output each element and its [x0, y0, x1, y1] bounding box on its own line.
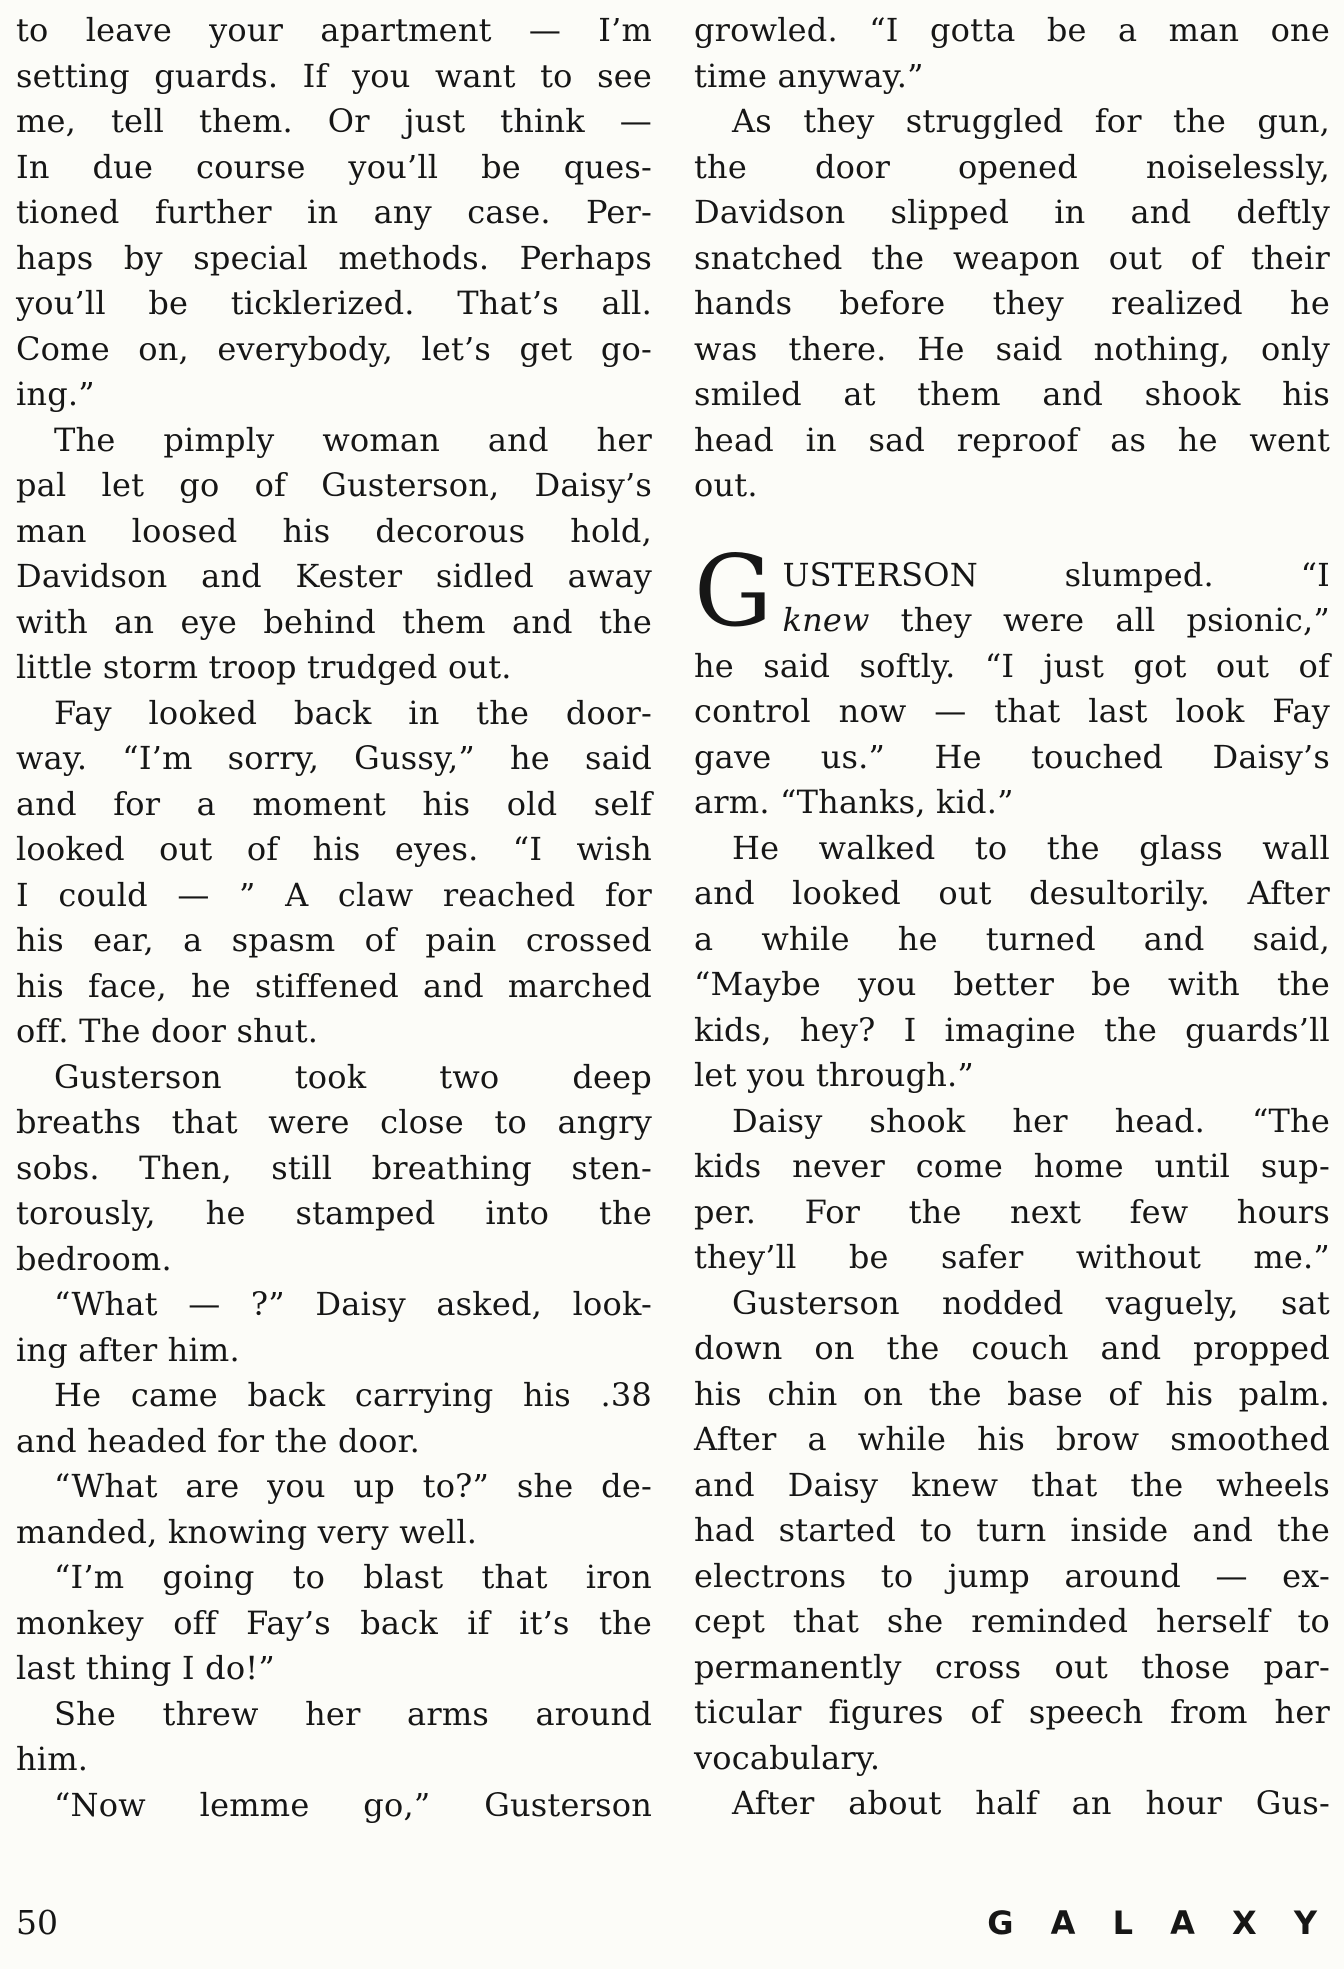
text-line: breaths that were close to angry	[16, 1103, 652, 1141]
text-columns	[16, 8, 1330, 1828]
text-line: Gusterson nodded vaguely, sat	[732, 1283, 1330, 1322]
text-line: was there. He said nothing, only	[694, 329, 1330, 368]
text-line: permanently cross out those par-	[694, 1647, 1330, 1686]
text-line: “I’m going to blast that iron	[54, 1558, 652, 1596]
text-line: vocabulary.	[694, 1738, 881, 1777]
text-line: “What — ?” Daisy asked, look-	[54, 1285, 652, 1323]
text-line: Fay looked back in the door-	[54, 693, 652, 732]
text-line: out.	[694, 466, 758, 504]
text-line: per. For the next few hours	[694, 1192, 1330, 1231]
text-line: “What are you up to?” she de-	[54, 1467, 652, 1505]
right-column	[694, 8, 1330, 1828]
paragraph	[694, 1781, 1330, 1827]
text-line: and for a moment his old self	[16, 784, 652, 823]
text-line: had started to turn inside and the	[694, 1511, 1330, 1549]
section-paragraph	[694, 534, 1330, 826]
text-line: Gusterson took two deep	[54, 1057, 652, 1096]
paragraph	[694, 1281, 1330, 1782]
paragraph	[16, 1692, 652, 1783]
text-line: torously, he stamped into the	[16, 1194, 652, 1232]
paragraph	[694, 826, 1330, 1099]
text-line: you’ll be ticklerized. That’s all.	[16, 284, 652, 322]
text-line: gave us.” He touched Daisy’s	[694, 737, 1330, 776]
text-line: monkey off Fay’s back if it’s the	[16, 1603, 652, 1642]
paragraph	[16, 1282, 652, 1373]
text-line: his face, he stiffened and marched	[16, 966, 652, 1005]
text-line: “Now lemme go,” Gusterson	[54, 1785, 652, 1824]
paragraph	[16, 1373, 652, 1464]
text-line: cept that she reminded herself to	[694, 1602, 1330, 1640]
text-line: and headed for the door.	[16, 1421, 420, 1460]
text-line: tioned further in any case. Per-	[16, 193, 652, 231]
text-line: setting guards. If you want to see	[16, 56, 652, 95]
text-line: haps by special methods. Perhaps	[16, 238, 652, 277]
text-line: pal let go of Gusterson, Daisy’s	[16, 466, 652, 504]
text-line: to leave your apartment — I’m	[16, 11, 652, 49]
page-number: 50	[16, 1903, 58, 1942]
text-line: “Maybe you better be with the	[694, 965, 1330, 1003]
text-line: they’ll be safer without me.”	[694, 1238, 1330, 1276]
text-line: She threw her arms around	[54, 1694, 652, 1733]
text-line: sobs. Then, still breathing sten-	[16, 1148, 652, 1187]
paragraph	[694, 99, 1330, 509]
text-line: He walked to the glass wall	[732, 828, 1330, 867]
text-line: off. The door shut.	[16, 1012, 319, 1050]
text-line: arm. “Thanks, kid.”	[694, 783, 1014, 821]
text-line: looked out of his eyes. “I wish	[16, 830, 652, 868]
text-line: his ear, a spasm of pain crossed	[16, 921, 652, 959]
text-line: last thing I do!”	[16, 1649, 275, 1687]
text-line: smiled at them and shook his	[694, 375, 1330, 413]
text-line: growled. “I gotta be a man one	[694, 11, 1330, 49]
paragraph	[16, 1783, 652, 1829]
text-line: I could — ” A claw reached for	[16, 875, 652, 914]
text-line: him.	[16, 1740, 89, 1778]
text-line: hands before they realized he	[694, 284, 1330, 322]
magazine-title: G A L A X Y	[987, 1904, 1330, 1942]
left-column	[16, 8, 652, 1828]
paragraph	[694, 1099, 1330, 1281]
text-line: man loosed his decorous hold,	[16, 511, 652, 550]
text-line: his chin on the base of his palm.	[694, 1374, 1330, 1413]
text-line	[694, 598, 1330, 644]
text-line: electrons to jump around — ex-	[694, 1556, 1330, 1595]
text-line: he said softly. “I just got out of	[694, 646, 1330, 685]
text-line: way. “I’m sorry, Gussy,” he said	[16, 739, 652, 777]
text-line: and Daisy knew that the wheels	[694, 1465, 1330, 1504]
text-line: The pimply woman and her	[54, 420, 652, 459]
text-line: snatched the weapon out of their	[694, 238, 1330, 277]
text-line: a while he turned and said,	[694, 919, 1330, 958]
text-line: In due course you’ll be ques-	[16, 147, 652, 186]
text-line: Daisy shook her head. “The	[732, 1101, 1330, 1140]
text-line: let you through.”	[694, 1056, 974, 1094]
text-line: kids never come home until sup-	[694, 1147, 1330, 1185]
paragraph	[16, 1555, 652, 1692]
text-line: Davidson slipped in and deftly	[694, 193, 1330, 231]
text-line: head in sad reproof as he went	[694, 420, 1330, 459]
text-line: and looked out desultorily. After	[694, 874, 1330, 912]
text-line: After a while his brow smoothed	[694, 1420, 1330, 1458]
text-line: USTERSON slumped. “I	[782, 555, 1330, 594]
paragraph	[16, 418, 652, 691]
text-line: kids, hey? I imagine the guards’ll	[694, 1010, 1330, 1049]
text-line: After about half an hour Gus-	[732, 1784, 1330, 1822]
text-line: As they struggled for the gun,	[732, 102, 1330, 140]
text-line: ing after him.	[16, 1330, 240, 1369]
text-line: He came back carrying his .38	[54, 1376, 652, 1414]
text-line: Davidson and Kester sidled away	[16, 557, 652, 595]
text-line: control now — that last look Fay	[694, 692, 1330, 730]
text-line: the door opened noiselessly,	[694, 147, 1330, 186]
italic-text: knew	[782, 601, 870, 639]
paragraph	[16, 691, 652, 1055]
text-line: with an eye behind them and the	[16, 602, 652, 641]
text-line: time anyway.”	[694, 56, 924, 95]
text-line: bedroom.	[16, 1239, 172, 1278]
paragraph	[694, 8, 1330, 99]
text-line: Come on, everybody, let’s get go-	[16, 329, 652, 368]
paragraph	[16, 1464, 652, 1555]
text-segment: they were all psionic,”	[869, 601, 1330, 639]
paragraph	[16, 8, 652, 418]
paragraph	[16, 1055, 652, 1283]
text-line: manded, knowing very well.	[16, 1512, 478, 1551]
text-line: little storm troop trudged out.	[16, 648, 512, 686]
drop-cap: G	[694, 534, 773, 649]
text-line: ticular figures of speech from her	[694, 1693, 1330, 1731]
text-line: ing.”	[16, 375, 95, 413]
text-line: me, tell them. Or just think —	[16, 102, 652, 140]
page-footer	[0, 1903, 1344, 1942]
text-line: down on the couch and propped	[694, 1329, 1330, 1367]
